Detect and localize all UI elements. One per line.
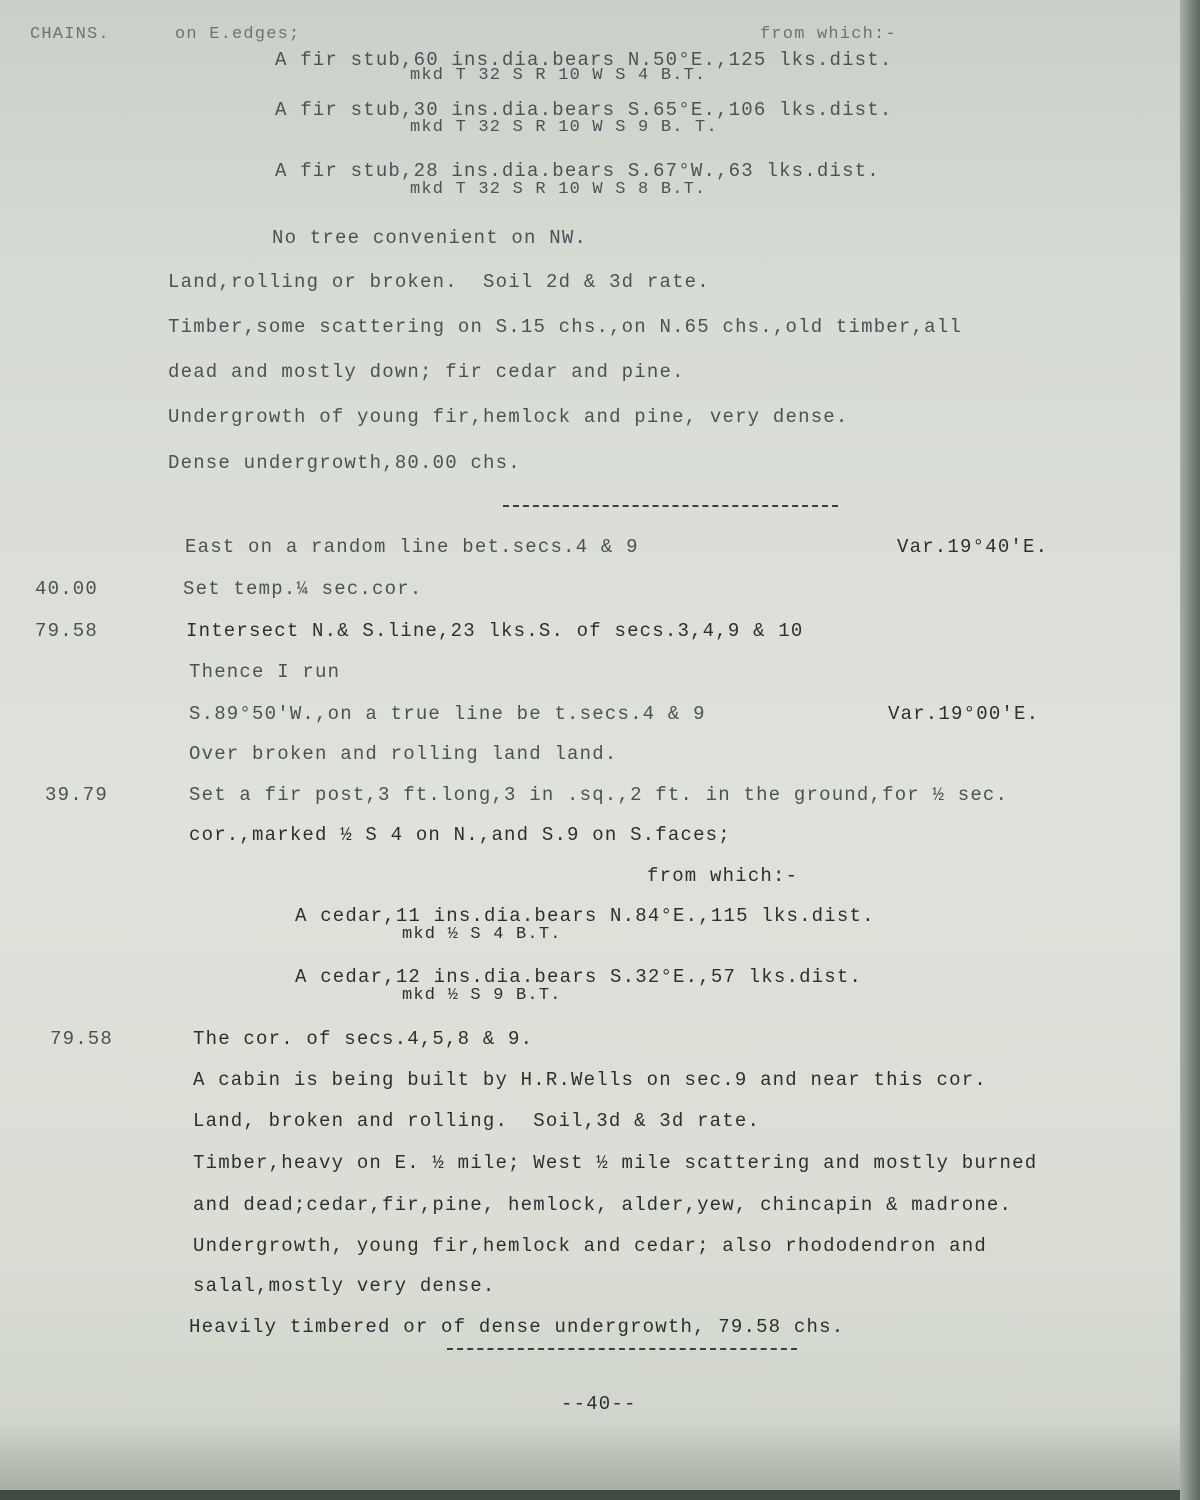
binder-edge	[1180, 0, 1200, 1500]
top-description-line: Timber,some scattering on S.15 chs.,on N.65 chs.,old timber,all	[168, 316, 962, 338]
entry-chains: 79.58	[50, 1028, 114, 1050]
cedar-tree-1-line2: mkd ½ S 4 B.T.	[402, 925, 562, 944]
bearing-tree-1-line1: A fir stub,60 ins.dia.bears N.50°E.,125 lks.dist.	[275, 49, 893, 71]
true-line-variation: Var.19°00'E.	[888, 703, 1040, 725]
bearing-tree-2-line1: A fir stub,30 ins.dia.bears S.65°E.,106 lks.dist.	[275, 99, 893, 121]
bottom-description-line: Heavily timbered or of dense undergrowth, 79.58 chs.	[189, 1316, 845, 1338]
section-divider	[447, 1348, 797, 1350]
post-entry-line1: Set a fir post,3 ft.long,3 in .sq.,2 ft. in the ground,for ½ sec.	[189, 784, 1009, 806]
top-description-line: Undergrowth of young fir,hemlock and pine, very dense.	[168, 406, 849, 428]
bearing-tree-1-line2: mkd T 32 S R 10 W S 4 B.T.	[410, 66, 707, 85]
bearing-tree-3-line1: A fir stub,28 ins.dia.bears S.67°W.,63 lks.dist.	[275, 160, 880, 182]
header-chains-label: CHAINS.	[30, 25, 110, 44]
bottom-description-line: Land, broken and rolling. Soil,3d & 3d rate.	[193, 1110, 761, 1132]
bottom-description-line: A cabin is being built by H.R.Wells on sec.9 and near this cor.	[193, 1069, 987, 1091]
header-edges-label: on E.edges;	[175, 25, 301, 44]
cedar-tree-2-line2: mkd ½ S 9 B.T.	[402, 986, 562, 1005]
entry-chains: 79.58	[35, 620, 99, 642]
east-line-text: East on a random line bet.secs.4 & 9	[185, 536, 639, 558]
top-description-line: Dense undergrowth,80.00 chs.	[168, 452, 521, 474]
page-number: --40--	[561, 1393, 637, 1415]
true-line-text: S.89°50'W.,on a true line be t.secs.4 & 9	[189, 703, 706, 725]
entry-text: Set temp.¼ sec.cor.	[183, 578, 423, 600]
header-from-which: from which:-	[760, 25, 897, 44]
no-tree-note: No tree convenient on NW.	[272, 227, 588, 249]
entry-chains: 40.00	[35, 578, 99, 600]
entry-text: Intersect N.& S.line,23 lks.S. of secs.3,4,9 & 10	[186, 620, 804, 642]
east-line-variation: Var.19°40'E.	[897, 536, 1049, 558]
section-divider	[503, 505, 838, 507]
cedar-tree-2-line1: A cedar,12 ins.dia.bears S.32°E.,57 lks.dist.	[295, 966, 863, 988]
bottom-description-line: salal,mostly very dense.	[193, 1275, 496, 1297]
post-entry-line2: cor.,marked ½ S 4 on N.,and S.9 on S.faces;	[189, 824, 731, 846]
bearing-tree-2-line2: mkd T 32 S R 10 W S 9 B. T.	[410, 118, 718, 137]
corner-entry-text: The cor. of secs.4,5,8 & 9.	[193, 1028, 534, 1050]
top-description-line: dead and mostly down; fir cedar and pine.	[168, 361, 685, 383]
bottom-description-line: Timber,heavy on E. ½ mile; West ½ mile scattering and mostly burned	[193, 1152, 1038, 1174]
thence-text: Thence I run	[189, 661, 341, 683]
cedar-tree-1-line1: A cedar,11 ins.dia.bears N.84°E.,115 lks.dist.	[295, 905, 875, 927]
entry-chains: 39.79	[45, 784, 109, 806]
post-entry-from-which: from which:-	[647, 865, 799, 887]
over-land-text: Over broken and rolling land land.	[189, 743, 618, 765]
bottom-description-line: and dead;cedar,fir,pine, hemlock, alder,yew, chincapin & madrone.	[193, 1194, 1013, 1216]
bearing-tree-3-line2: mkd T 32 S R 10 W S 8 B.T.	[410, 180, 707, 199]
bottom-description-line: Undergrowth, young fir,hemlock and cedar; also rhododendron and	[193, 1235, 987, 1257]
top-description-line: Land,rolling or broken. Soil 2d & 3d rate.	[168, 271, 710, 293]
